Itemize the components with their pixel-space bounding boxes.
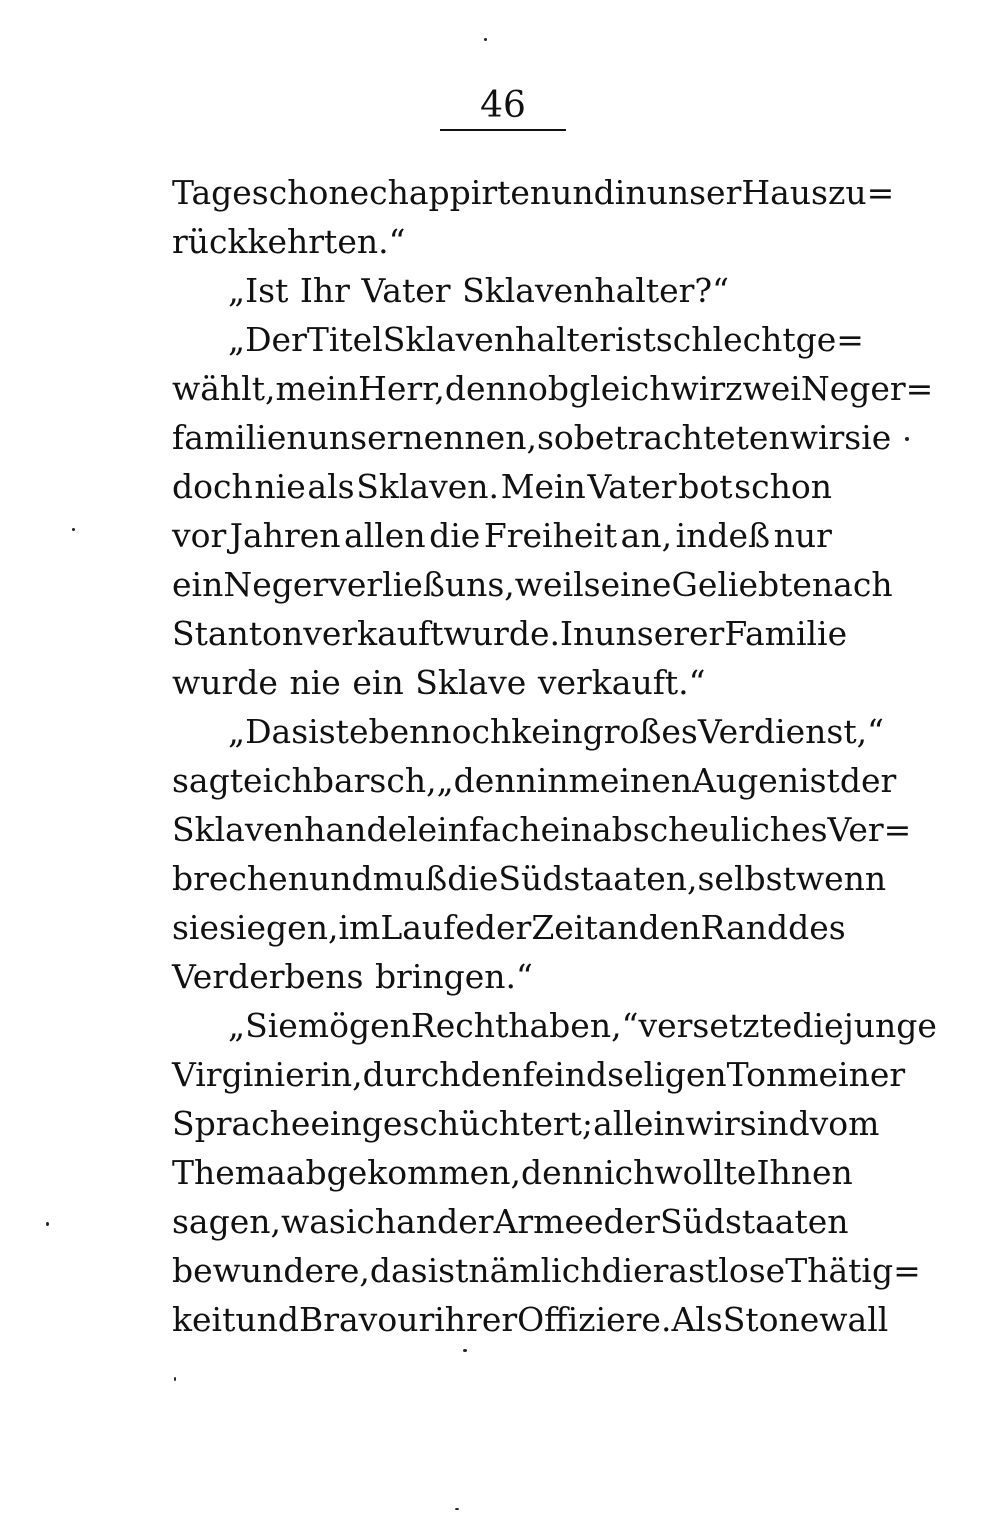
word: denn [520,1153,605,1192]
word: mögen [297,1006,411,1045]
word: den [638,908,701,947]
word: unser [646,173,742,212]
word: rastlose [652,1251,786,1290]
word: Stonewall [722,1300,889,1339]
text-line [172,609,848,658]
word: schon [734,467,832,506]
word: wenn [795,859,887,898]
word: „Das [228,712,309,751]
word: an, [620,516,673,555]
scan-speck [174,1377,176,1381]
text-line [172,805,912,854]
word: meiner [787,1055,906,1094]
word: des [788,908,846,947]
word: Familie [724,614,848,653]
text-line [172,903,846,952]
word: siegen, [219,908,339,947]
page-number: 46 [480,85,526,126]
word: ge= [795,320,864,359]
word: wurde [172,663,278,702]
word: Tage [172,173,252,212]
word: „Der [228,320,307,359]
word: in [614,173,647,212]
word: sie [844,418,892,457]
word: denn [444,369,529,408]
word: Rand [700,908,789,947]
word: die [601,1251,653,1290]
word: vom [809,1104,880,1143]
word: sagen, [172,1202,282,1241]
word: obgleich [528,369,671,408]
word: seine [583,565,672,604]
word: selbst [697,859,796,898]
word: betrachteten [573,418,790,457]
word: Armee [493,1202,604,1241]
word: Augen [692,761,800,800]
word: verkauft [303,614,444,653]
word: „denn [436,761,537,800]
word: Thema [172,1153,286,1192]
text-line [172,658,832,707]
scan-speck [46,1222,49,1226]
word: allein [593,1104,686,1143]
text-line [172,952,832,1001]
word: die [447,859,499,898]
word: ist [308,712,349,751]
word: Als [671,1300,723,1339]
word: bringen.“ [374,957,533,996]
page-number-rule [440,129,566,131]
word: einfach [417,810,541,849]
word: ist [615,320,656,359]
text-line [172,854,887,903]
word: Südstaaten, [498,859,698,898]
word: abscheuliches [591,810,828,849]
word: die [792,1006,844,1045]
word: wir [789,418,845,457]
word: verließ [328,565,445,604]
word: weil [514,565,584,604]
word: ist [799,761,840,800]
word: Recht [410,1006,509,1045]
body-text [172,168,937,1344]
word: meinen [568,761,693,800]
word: der [603,1202,660,1241]
text-line [172,707,884,756]
word: den [460,1055,523,1094]
word: abgekommen, [285,1153,521,1192]
scan-speck [455,1508,459,1510]
word: zwei [725,369,801,408]
word: bot [678,467,733,506]
word: echappirten [349,173,552,212]
word: und [308,859,373,898]
word: Verderbens [172,957,364,996]
word: schlecht [655,320,796,359]
text-line [172,413,892,462]
word: wollte [654,1153,757,1192]
word: noch [430,712,512,751]
word: eingeschüchtert; [310,1104,594,1143]
word: großes [582,712,698,751]
word: brechen [172,859,309,898]
word: Thätig= [785,1251,921,1290]
word: „Ist [228,271,289,310]
word: junge [843,1006,937,1045]
word: was [281,1202,346,1241]
word: ich [604,1153,655,1192]
word: wurde. [443,614,560,653]
word: Ver= [827,810,912,849]
word: der [437,1202,494,1241]
word: durch [362,1055,461,1094]
word: Ihr [299,271,350,310]
word: die [429,516,481,555]
word: Titel [306,320,383,359]
word: Sklavenhalter?“ [462,271,729,310]
word: nie [289,663,341,702]
word: feindseligen [522,1055,727,1094]
word: an [396,1202,438,1241]
word: der [839,761,897,800]
word: allen [344,516,426,555]
word: „Sie [228,1006,298,1045]
word: mein [275,369,359,408]
word: uns, [444,565,515,604]
text-line [172,1295,889,1344]
word: im [338,908,381,947]
word: sie [172,908,220,947]
scan-speck [463,1349,467,1352]
word: versetzte [638,1006,793,1045]
word: schon [251,173,350,212]
word: an [597,908,639,947]
word: Herr, [358,369,445,408]
word: bewundere, [172,1251,370,1290]
word: verkauft.“ [537,663,706,702]
text-line [172,217,832,266]
word: nur [773,516,832,555]
word: Freiheit [483,516,618,555]
text-line [172,1246,921,1295]
text-line [172,266,832,315]
word: Verdienst,“ [697,712,884,751]
text-line [172,756,897,805]
word: barsch, [312,761,437,800]
scan-speck [72,528,75,531]
word: Virginierin, [172,1055,363,1094]
word: Jahren [229,516,341,555]
word: Zeit [531,908,598,947]
word: wir [670,369,726,408]
word: als [307,467,355,506]
word: Neger [223,565,329,604]
word: nennen, [402,418,537,457]
word: unser [307,418,403,457]
word: vor [172,516,227,555]
text-line [172,462,832,511]
word: haben,“ [508,1006,639,1045]
word: so [536,418,574,457]
word: nach [811,565,893,604]
text-line [172,1001,937,1050]
text-line [172,1099,880,1148]
text-line [172,560,893,609]
word: und [235,1300,299,1339]
word: unserer [594,614,725,653]
word: das [369,1251,428,1290]
word: ein [352,663,404,702]
word: Haus [741,173,828,212]
word: in [536,761,569,800]
word: ein [172,565,224,604]
word: nämlich [468,1251,602,1290]
word: Sklavenhandel [172,810,418,849]
word: doch [172,467,253,506]
word: familien [172,418,308,457]
text-line [172,1148,853,1197]
word: eben [348,712,431,751]
word: ich [345,1202,397,1241]
word: indeß [675,516,771,555]
word: Laufe [380,908,475,947]
word: Neger= [800,369,934,408]
word: ihrer [434,1300,518,1339]
word: wählt, [172,369,276,408]
word: Sklavenhalter [382,320,616,359]
word: Offiziere. [517,1300,672,1339]
scan-speck [905,437,909,441]
word: ist [427,1251,469,1290]
word: muß [372,859,448,898]
word: In [559,614,595,653]
text-line [172,511,832,560]
word: Geliebte [671,565,812,604]
word: Vater [361,271,451,310]
word: Bravour [298,1300,435,1339]
word: Ton [726,1055,788,1094]
word: nie [254,467,306,506]
word: kein [511,712,583,751]
word: Sklave [415,663,527,702]
word: zu= [828,173,895,212]
text-line [172,168,895,217]
text-line [172,315,864,364]
word: ein [540,810,592,849]
word: der [474,908,532,947]
word: sind [739,1104,810,1143]
word: rückkehrten.“ [172,222,406,261]
word: Sklaven. [356,467,500,506]
text-line [172,1050,906,1099]
word: Mein [500,467,586,506]
scan-speck [484,38,487,41]
word: und [551,173,615,212]
word: ich [262,761,313,800]
word: keit [172,1300,236,1339]
text-line [172,364,934,413]
word: Ihnen [756,1153,853,1192]
word: wir [685,1104,740,1143]
word: Stanton [172,614,304,653]
word: Südstaaten [659,1202,849,1241]
word: Vater [587,467,677,506]
word: sagte [172,761,263,800]
word: Sprache [172,1104,311,1143]
text-line [172,1197,849,1246]
